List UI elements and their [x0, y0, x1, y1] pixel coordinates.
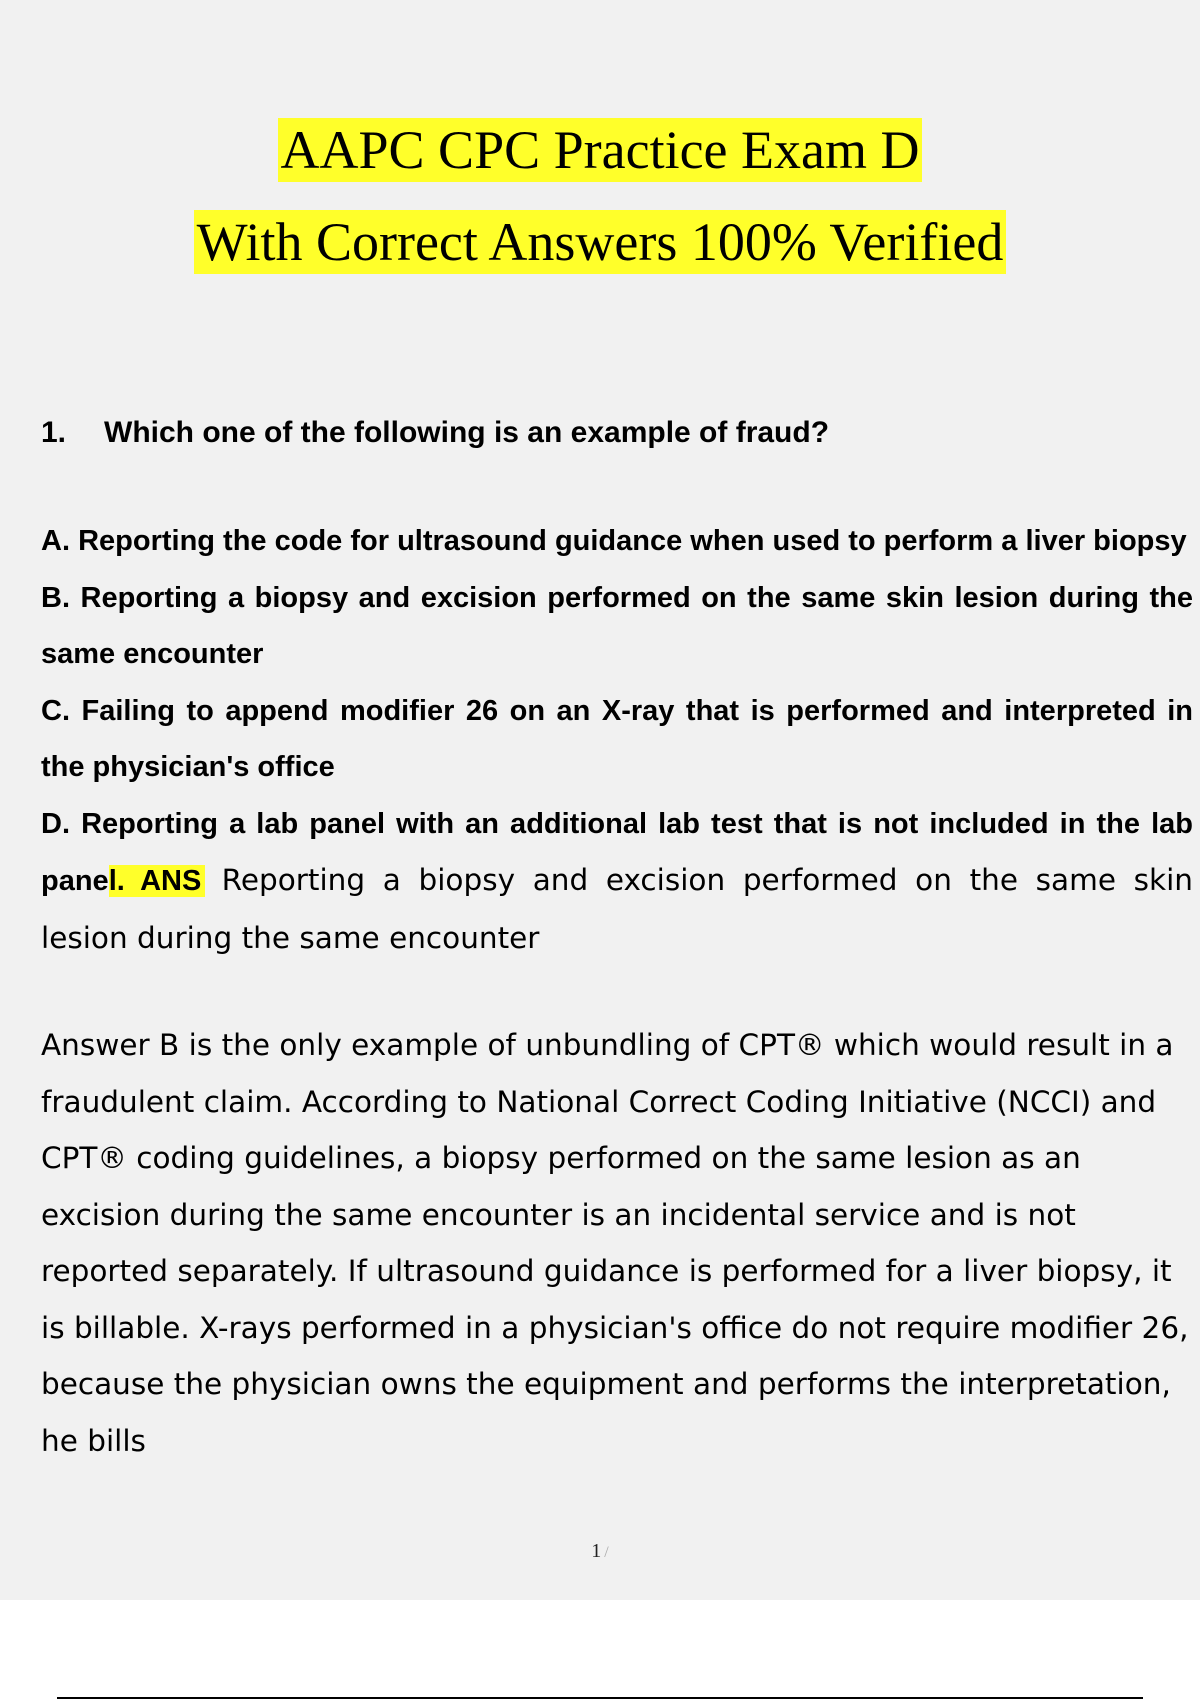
answer-marker: l. ANS: [109, 865, 206, 897]
option-text: Reporting the code for ultrasound guidance when used to perform a liver biopsy: [78, 525, 1187, 557]
content-body: [41, 415, 1193, 1469]
option-letter: A.: [41, 525, 70, 557]
answer-text: Reporting a biopsy and excision performed on the same skin lesion during the same encounter: [41, 863, 1194, 955]
option-text: Reporting a lab panel with an additional lab test that is not included in the lab pane: [41, 807, 1193, 897]
option-text: Failing to append modifier 26 on an X-ray that is performed and interpreted in the physician's office: [41, 694, 1194, 783]
question-heading: [41, 415, 1193, 451]
page-divider: [57, 1697, 1143, 1699]
question-text: Which one of the following is an example of fraud?: [104, 416, 830, 449]
option-d: [41, 796, 1193, 968]
option-b: [41, 570, 1193, 683]
title-block: [0, 118, 1200, 274]
option-c: [41, 683, 1193, 796]
document-subtitle: With Correct Answers 100% Verified: [194, 210, 1007, 274]
option-a: [41, 513, 1193, 570]
document-title: AAPC CPC Practice Exam D: [278, 118, 923, 182]
option-letter: B.: [41, 581, 70, 614]
option-letter: D.: [41, 807, 70, 840]
answer-options: [41, 513, 1193, 967]
page-number: [0, 1540, 1200, 1563]
option-text: Reporting a biopsy and excision performed on the same skin lesion during the same encounter: [41, 581, 1193, 670]
question-number: 1.: [41, 416, 67, 449]
page-number-separator: /: [604, 1544, 609, 1561]
page-number-value: 1: [591, 1540, 602, 1562]
option-letter: C.: [41, 694, 70, 727]
answer-explanation: Answer B is the only example of unbundling of CPT® which would result in a fraudulent claim. According to National Correct Coding Initiative (NCCI) and CPT® coding guidelines, a biopsy performed on the same lesion as an excision during the same encounter is an incidental service and is not reported separately. If ultrasound guidance is performed for a liver biopsy, it is billable. X-rays performed in a physician's office do not require modifier 26, because the physician owns the equipment and performs the interpretation, he bills: [41, 1028, 1189, 1458]
